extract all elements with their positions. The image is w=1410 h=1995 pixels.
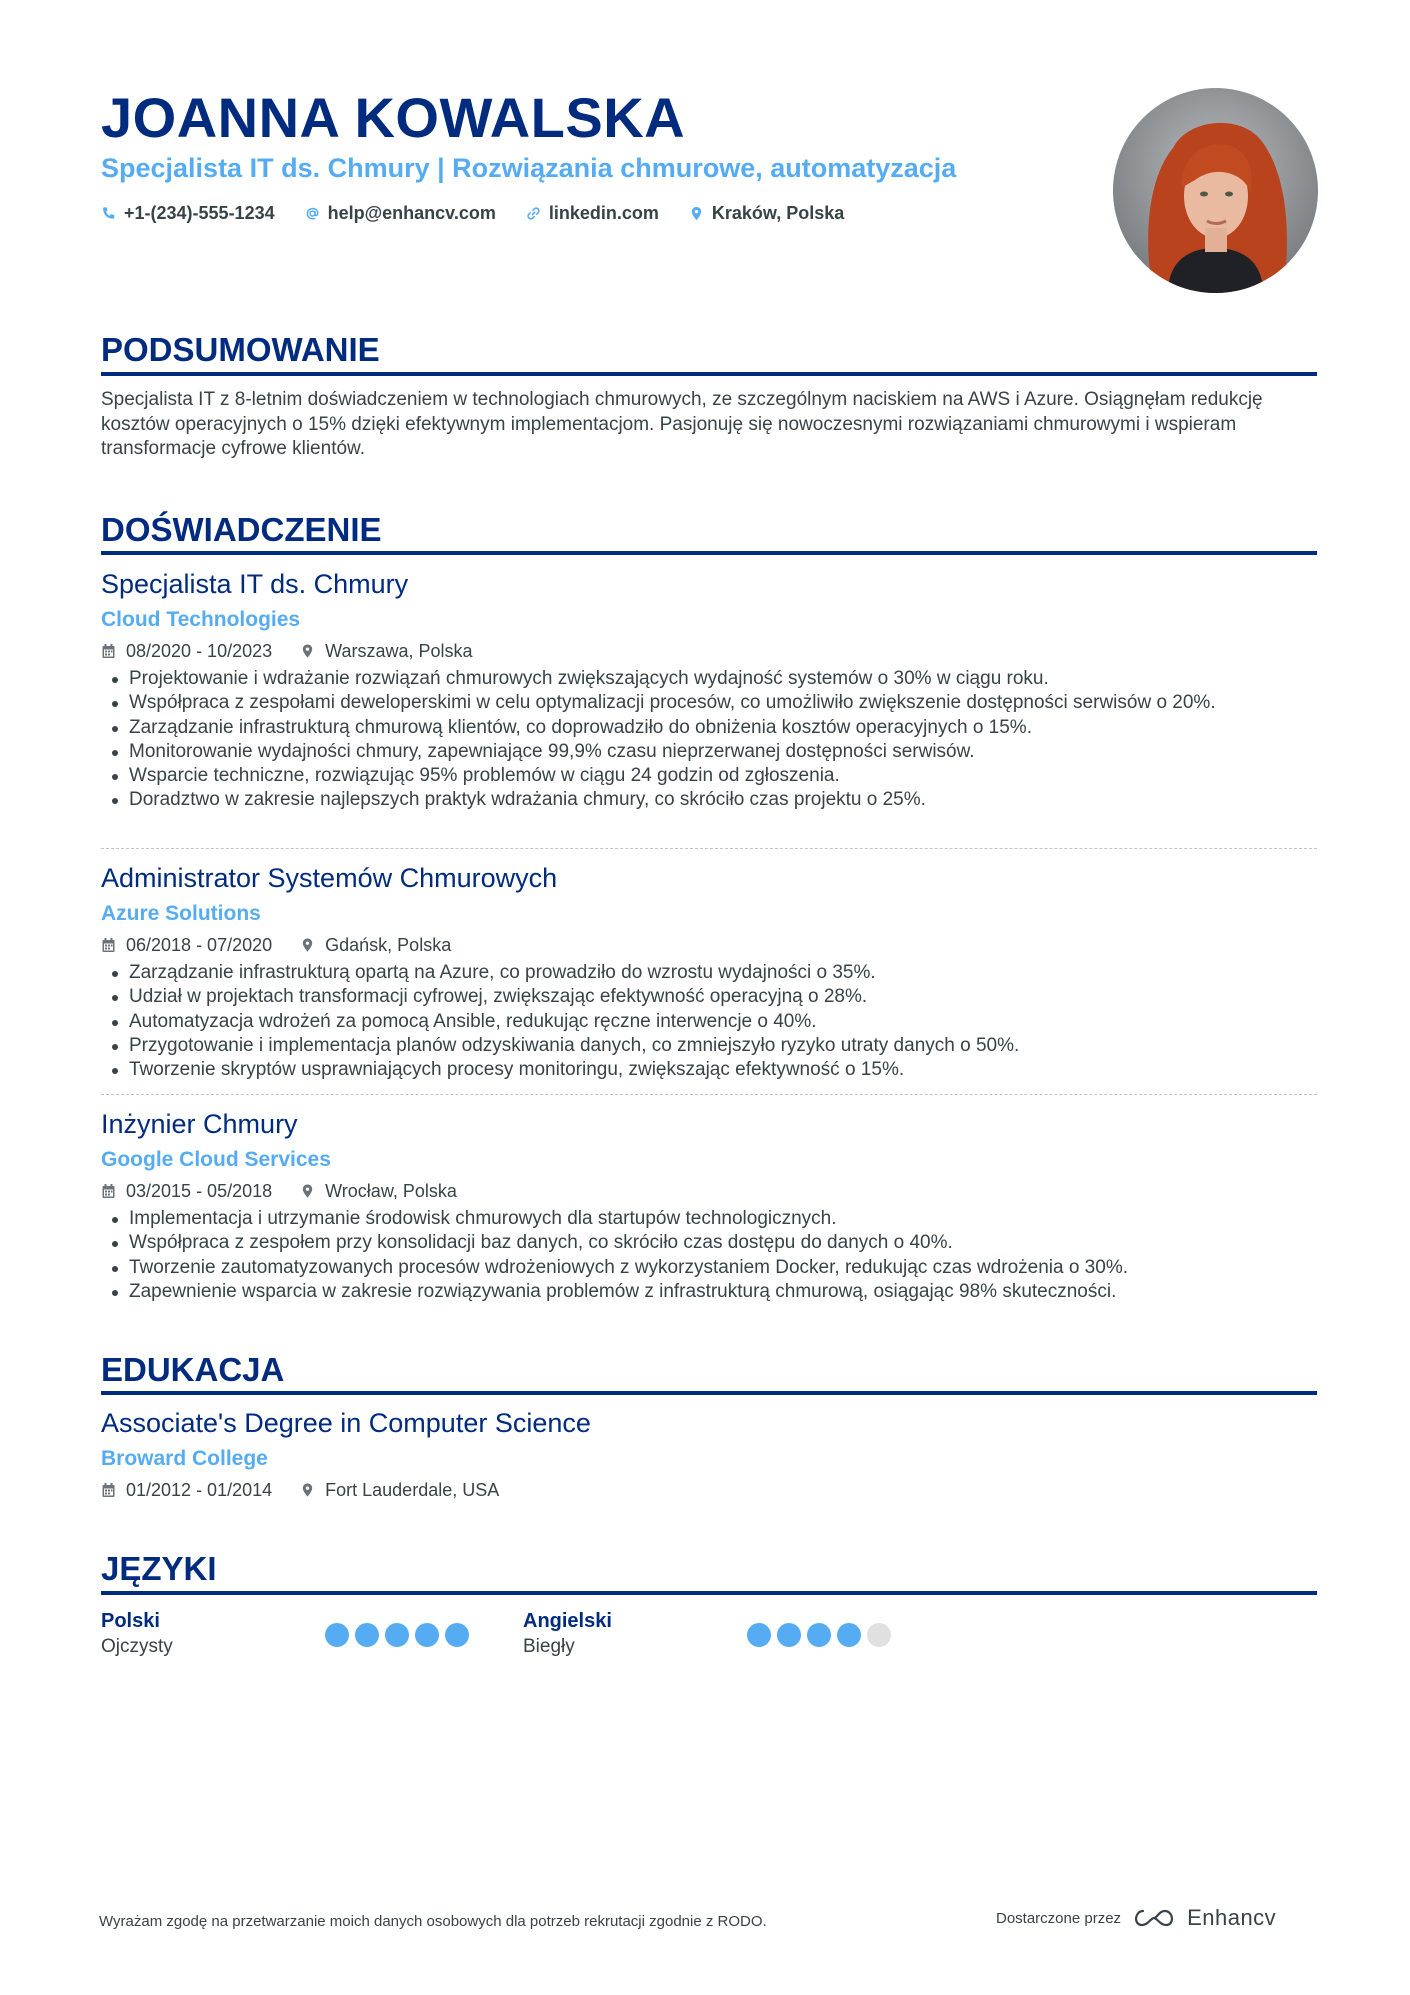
job-bullets xyxy=(101,1207,1317,1304)
language-name: Angielski xyxy=(523,1610,612,1632)
job-meta xyxy=(101,639,1317,663)
job-entry xyxy=(101,567,1317,813)
link-icon xyxy=(526,206,541,221)
contact-linkedin[interactable] xyxy=(526,203,659,224)
gdpr-consent: Wyrażam zgodę na przetwarzanie moich danych osobowych dla potrzeb rekrutacji zgodnie z RODO. xyxy=(99,1913,767,1930)
calendar-icon xyxy=(101,1482,116,1498)
location-pin-icon xyxy=(689,206,704,221)
contact-location xyxy=(689,203,844,224)
location-pin-icon xyxy=(300,937,315,953)
school-name: Broward College xyxy=(101,1447,268,1470)
summary-heading: PODSUMOWANIE xyxy=(101,331,380,368)
experience-divider xyxy=(101,551,1317,555)
contact-location-text: Kraków, Polska xyxy=(711,203,845,223)
contact-phone[interactable] xyxy=(101,203,275,224)
language-rating xyxy=(325,1623,469,1647)
bullet-item: Przygotowanie i implementacja planów odzyskiwania danych, co zmniejszyło ryzyko utraty danych o 50%. xyxy=(101,1034,1317,1058)
job-title: Specjalista IT ds. Chmury xyxy=(101,569,409,599)
language-name: Polski xyxy=(101,1610,160,1632)
rating-dot-filled xyxy=(415,1623,439,1647)
job-meta xyxy=(101,933,1317,957)
job-dates-text: 03/2015 - 05/2018 xyxy=(126,1180,273,1201)
rating-dot-filled xyxy=(355,1623,379,1647)
job-dates-text: 06/2018 - 07/2020 xyxy=(126,934,273,955)
job-location xyxy=(300,1181,457,1202)
profile-photo xyxy=(1113,88,1318,293)
rating-dot-filled xyxy=(777,1623,801,1647)
bullet-item: Implementacja i utrzymanie środowisk chmurowych dla startupów technologicznych. xyxy=(101,1207,1317,1231)
calendar-icon xyxy=(101,937,116,953)
languages-heading: JĘZYKI xyxy=(101,1550,217,1587)
job-bullets xyxy=(101,667,1317,813)
languages-divider xyxy=(101,1591,1317,1595)
rating-dot-empty xyxy=(867,1623,891,1647)
language-item xyxy=(523,1609,612,1659)
job-location-text: Warszawa, Polska xyxy=(325,640,473,661)
language-level: Biegły xyxy=(523,1636,575,1657)
location-pin-icon xyxy=(300,643,315,659)
rating-dot-filled xyxy=(807,1623,831,1647)
rating-dot-filled xyxy=(325,1623,349,1647)
contact-email[interactable] xyxy=(305,203,496,224)
bullet-item: Zapewnienie wsparcia w zakresie rozwiązywania problemów z infrastrukturą chmurową, osiągając 98% skuteczności. xyxy=(101,1280,1317,1304)
at-icon xyxy=(305,206,320,221)
job-dates xyxy=(101,641,272,662)
job-location xyxy=(300,641,472,662)
language-item xyxy=(101,1609,173,1659)
powered-by[interactable] xyxy=(996,1905,1276,1931)
headline: Specjalista IT ds. Chmury | Rozwiązania chmurowe, automatyzacja xyxy=(101,153,957,183)
education-dates xyxy=(101,1480,272,1501)
bullet-item: Monitorowanie wydajności chmury, zapewniające 99,9% czasu nieprzerwanej dostępności serwisów. xyxy=(101,740,1317,764)
location-pin-icon xyxy=(300,1183,315,1199)
location-pin-icon xyxy=(300,1482,315,1498)
bullet-item: Zarządzanie infrastrukturą chmurową klientów, co doprowadziło do obniżenia kosztów operacyjnych o 15%. xyxy=(101,716,1317,740)
education-entry xyxy=(101,1406,1317,1502)
job-meta xyxy=(101,1179,1317,1203)
education-dates-text: 01/2012 - 01/2014 xyxy=(126,1479,273,1500)
experience-heading: DOŚWIADCZENIE xyxy=(101,511,382,548)
entry-separator xyxy=(101,848,1317,849)
job-title: Administrator Systemów Chmurowych xyxy=(101,863,558,893)
job-dates xyxy=(101,935,272,956)
calendar-icon xyxy=(101,1183,116,1199)
bullet-item: Współpraca z zespołami deweloperskimi w celu optymalizacji procesów, co umożliwiło zwiększenie dostępności serwisów o 20%. xyxy=(101,691,1317,715)
education-meta xyxy=(101,1478,1317,1502)
brand-name: Enhancv xyxy=(1187,1905,1277,1930)
job-entry xyxy=(101,1107,1317,1304)
language-level: Ojczysty xyxy=(101,1636,173,1657)
summary-divider xyxy=(101,372,1317,376)
job-location xyxy=(300,935,451,956)
enhancv-logo-icon xyxy=(1131,1907,1177,1929)
bullet-item: Wsparcie techniczne, rozwiązując 95% problemów w ciągu 24 godzin od zgłoszenia. xyxy=(101,764,1317,788)
job-bullets xyxy=(101,961,1317,1082)
bullet-item: Automatyzacja wdrożeń za pomocą Ansible, redukując ręczne interwencje o 40%. xyxy=(101,1010,1317,1034)
bullet-item: Projektowanie i wdrażanie rozwiązań chmurowych zwiększających wydajność systemów o 30% w ciągu roku. xyxy=(101,667,1317,691)
company-name: Cloud Technologies xyxy=(101,608,301,631)
job-location-text: Wrocław, Polska xyxy=(325,1180,457,1201)
bullet-item: Udział w projektach transformacji cyfrowej, zwiększając efektywność operacyjną o 28%. xyxy=(101,985,1317,1009)
bullet-item: Tworzenie zautomatyzowanych procesów wdrożeniowych z wykorzystaniem Docker, redukując czas wdrożenia o 30%. xyxy=(101,1256,1317,1280)
candidate-name: JOANNA KOWALSKA xyxy=(101,86,686,149)
company-name: Google Cloud Services xyxy=(101,1148,331,1171)
contact-bar xyxy=(101,203,844,224)
powered-by-label: Dostarczone przez xyxy=(996,1909,1122,1927)
education-location xyxy=(300,1480,499,1501)
contact-linkedin-text: linkedin.com xyxy=(548,203,659,223)
job-title: Inżynier Chmury xyxy=(101,1109,298,1139)
phone-icon xyxy=(101,206,116,221)
bullet-item: Zarządzanie infrastrukturą opartą na Azure, co prowadziło do wzrostu wydajności o 35%. xyxy=(101,961,1317,985)
rating-dot-filled xyxy=(837,1623,861,1647)
rating-dot-filled xyxy=(747,1623,771,1647)
company-name: Azure Solutions xyxy=(101,902,261,925)
education-heading: EDUKACJA xyxy=(101,1351,285,1388)
job-location-text: Gdańsk, Polska xyxy=(325,934,452,955)
job-dates-text: 08/2020 - 10/2023 xyxy=(126,640,273,661)
bullet-item: Tworzenie skryptów usprawniających procesy monitoringu, zwiększając efektywność o 15%. xyxy=(101,1058,1317,1082)
contact-phone-text: +1-(234)-555-1234 xyxy=(124,203,275,223)
language-rating xyxy=(747,1623,891,1647)
entry-separator xyxy=(101,1094,1317,1095)
education-location-text: Fort Lauderdale, USA xyxy=(325,1479,500,1500)
rating-dot-filled xyxy=(445,1623,469,1647)
rating-dot-filled xyxy=(385,1623,409,1647)
calendar-icon xyxy=(101,643,116,659)
summary-text: Specjalista IT z 8-letnim doświadczeniem w technologiach chmurowych, ze szczególnym naciskiem na AWS i Azure. Osiągnęłam redukcję kosztów operacyjnych o 15% dzięki efektywnym implementacjom. Pasjonuję się nowoczesnymi rozwiązaniami chmurowymi i wspieram transformacje cyfrowe klientów. xyxy=(101,389,1263,459)
bullet-item: Współpraca z zespołem przy konsolidacji baz danych, co skróciło czas dostępu do danych o 40%. xyxy=(101,1231,1317,1255)
bullet-item: Doradztwo w zakresie najlepszych praktyk wdrażania chmury, co skróciło czas projektu o 25%. xyxy=(101,788,1317,812)
job-entry xyxy=(101,861,1317,1082)
degree-title: Associate's Degree in Computer Science xyxy=(101,1408,591,1438)
education-divider xyxy=(101,1391,1317,1395)
contact-email-text: help@enhancv.com xyxy=(327,203,496,223)
job-dates xyxy=(101,1181,272,1202)
